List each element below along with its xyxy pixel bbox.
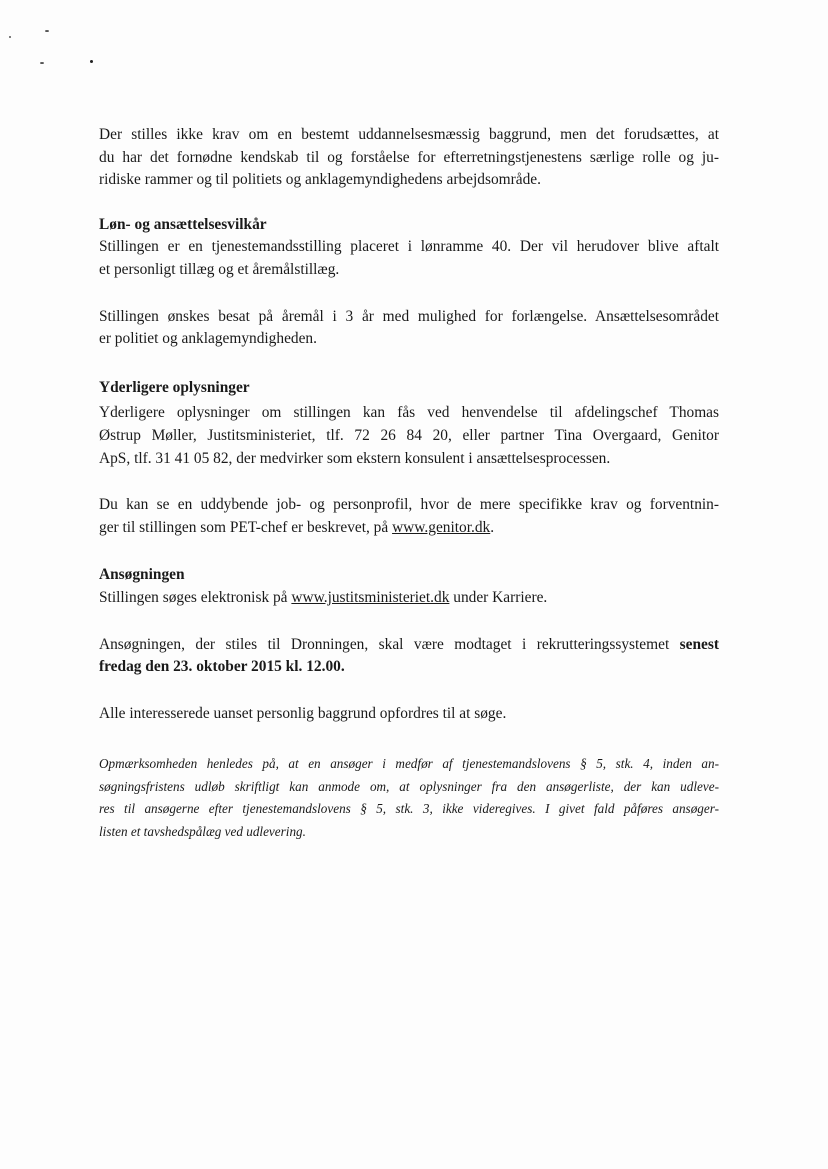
text-line: Yderligere oplysninger om stillingen kan fås ved henvendelse til afdelingschef Thomas [99,404,719,422]
encouragement-paragraph [99,703,719,726]
text-line: Stillingen er en tjenestemandsstilling placeret i lønramme 40. Der vil herudover blive aftalt [99,238,719,256]
confidentiality-note [99,753,719,843]
salary-section [99,214,719,351]
text-line: du har det fornødne kendskab til og forståelse for efterretningstjenestens særlige rolle og ju- [99,148,719,166]
info-section [99,377,719,540]
intro-paragraph [99,124,719,192]
text-line: Østrup Møller, Justitsministeriet, tlf. 72 26 84 20, eller partner Tina Overgaard, Genitor [99,426,719,444]
note-line: listen et tavshedspålæg ved udlevering. [99,823,306,839]
text-line [99,587,719,610]
text-line: Alle interesserede uanset personlig baggrund opfordres til at søge. [99,704,507,722]
text-line: et personligt tillæg og et åremålstillæg. [99,260,340,278]
scan-speck [9,36,11,38]
text-span: Stillingen søges elektronisk på [99,588,292,606]
text-line: er politiet og anklagemyndigheden. [99,330,317,348]
profile-paragraph [99,494,719,539]
contact-paragraph [99,402,719,470]
text-span: Ansøgningen, der stiles til Dronningen, skal være modtaget i rekrutteringssystemet [99,635,680,653]
text-line: Der stilles ikke krav om en bestemt uddannelsesmæssig baggrund, men det forudsættes, at [99,126,719,143]
genitor-link[interactable]: www.genitor.dk [392,518,491,536]
justitsministeriet-link[interactable]: www.justitsministeriet.dk [291,588,450,606]
apply-paragraph [99,587,719,610]
text-span: . [490,518,495,536]
term-paragraph [99,306,719,351]
section-heading: Løn- og ansættelsesvilkår [99,215,267,233]
text-line [99,634,719,657]
document-body [99,124,719,843]
text-span: under Karriere. [449,588,548,606]
text-span: . [340,658,345,676]
application-section [99,564,719,725]
scan-speck [40,62,44,64]
text-line [99,517,719,540]
text-line: Du kan se en uddybende job- og personprofil, hvor de mere specifikke krav og forventnin- [99,496,719,514]
section-heading: Yderligere oplysninger [99,378,250,396]
note-line: Opmærksomheden henledes på, at en ansøger i medfør af tjenestemandslovens § 5, stk. 4, inden an- [99,756,719,772]
text-line: ApS, tlf. 31 41 05 82, der medvirker som ekstern konsulent i ansættelsesprocessen. [99,449,611,467]
deadline-date: fredag den 23. oktober 2015 kl. 12.00 [99,658,341,676]
text-span: ger til stillingen som PET-chef er beskrevet, på [99,518,393,536]
scan-speck [45,30,49,32]
deadline-paragraph [99,634,719,679]
deadline-bold: senest [679,635,719,653]
text-line: ridiske rammer og til politiets og anklagemyndighedens arbejdsområde. [99,171,541,189]
text-line [99,656,719,679]
section-heading: Ansøgningen [99,566,185,584]
text-line: Stillingen ønskes besat på åremål i 3 år med mulighed for forlængelse. Ansættelsesområdet [99,307,719,325]
scan-speck [90,60,93,63]
note-line: søgningsfristens udløb skriftligt kan anmode om, at oplysninger fra den ansøgerliste, der kan udleve- [99,778,719,794]
note-line: res til ansøgerne efter tjenestemandslovens § 5, stk. 3, ikke videregives. I givet fald påføres ansøger- [99,801,719,817]
salary-paragraph [99,236,719,281]
